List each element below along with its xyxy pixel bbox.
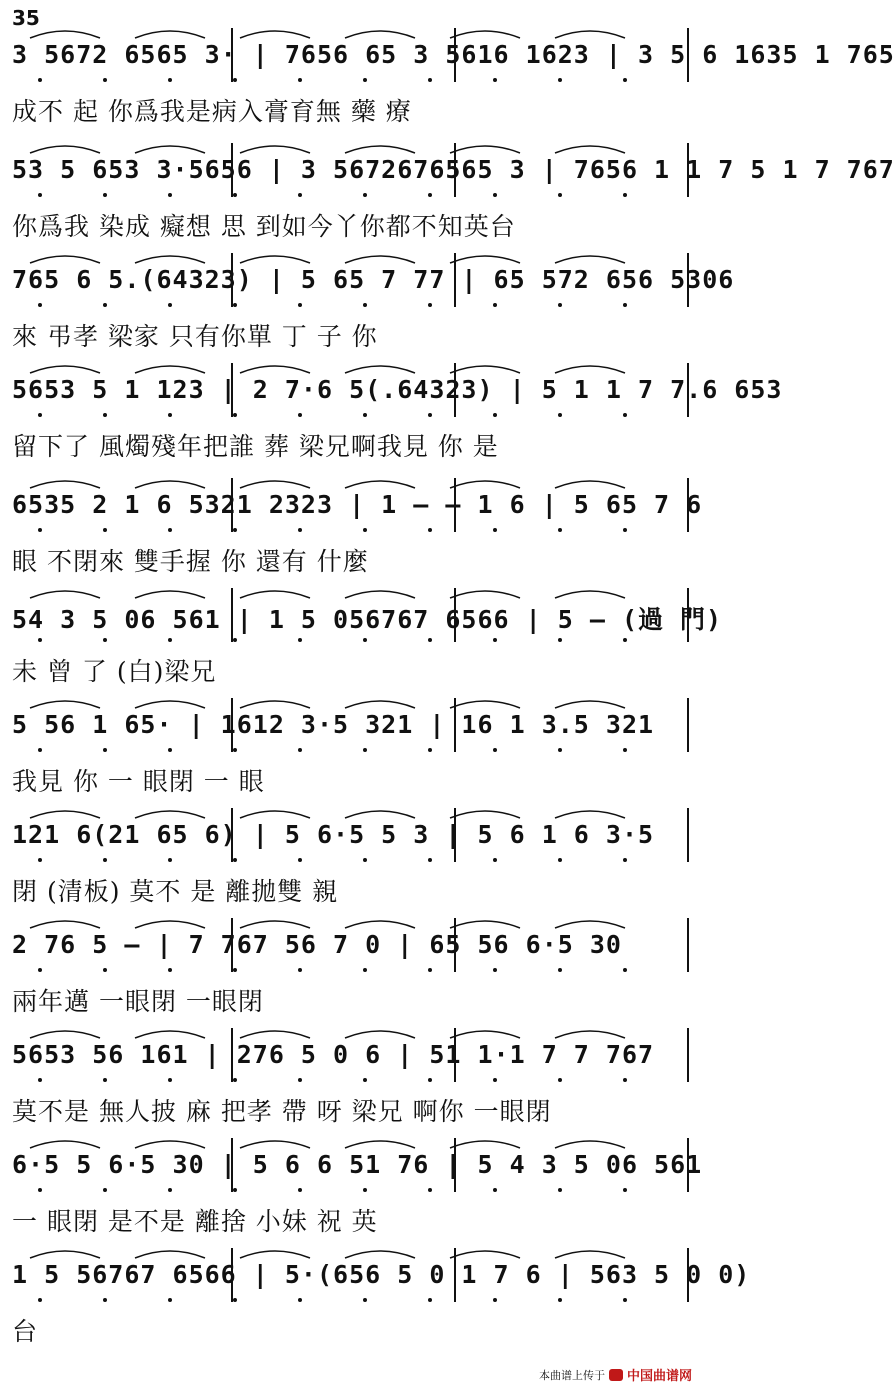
slur-mark: [135, 256, 205, 263]
octave-dot: [103, 1298, 107, 1302]
octave-dot: [428, 528, 432, 532]
slur-mark: [135, 31, 205, 38]
octave-dot: [168, 413, 172, 417]
slur-mark: [135, 481, 205, 488]
lyric-line: 未 曾 了 (白)梁兄: [12, 657, 217, 686]
slur-mark: [135, 1031, 205, 1038]
lyric-line: 我見 你 一 眼閉 一 眼: [12, 767, 265, 796]
notation-line: 54 3 5 06 561 | 1 5 056767 6566 | 5 — (過 門): [12, 605, 723, 634]
octave-dot: [168, 858, 172, 862]
octave-dot: [558, 638, 562, 642]
slur-mark: [345, 811, 415, 818]
octave-dot: [38, 413, 42, 417]
slur-mark: [555, 481, 625, 488]
octave-dot: [298, 193, 302, 197]
octave-dot: [428, 1078, 432, 1082]
slur-mark: [450, 701, 520, 708]
octave-dot: [428, 303, 432, 307]
octave-dot: [233, 78, 237, 82]
octave-dot: [363, 748, 367, 752]
notation-line: 6·5 5 6·5 30 | 5 6 6 51 76 | 5 4 3 5 06 561: [12, 1150, 703, 1179]
octave-dot: [38, 78, 42, 82]
octave-dot: [558, 303, 562, 307]
notation-line: 765 6 5.(64323) | 5 65 7 77 | 65 572 656 5306: [12, 265, 735, 294]
octave-dot: [558, 968, 562, 972]
octave-dot: [38, 193, 42, 197]
score-system: [0, 470, 703, 580]
octave-dot: [493, 638, 497, 642]
slur-mark: [450, 146, 520, 153]
slur-mark: [450, 921, 520, 928]
lyric-line: 眼 不閉來 雙手握 你 還有 什麼: [12, 547, 369, 576]
slur-mark: [345, 591, 415, 598]
octave-dot: [103, 193, 107, 197]
notation-line: 5653 5 1 123 | 2 7·6 5(.64323) | 5 1 1 7 7.6 653: [12, 375, 783, 404]
octave-dot: [233, 638, 237, 642]
octave-dot: [428, 193, 432, 197]
octave-dot: [103, 528, 107, 532]
octave-dot: [233, 413, 237, 417]
octave-dot: [38, 1188, 42, 1192]
octave-dot: [493, 528, 497, 532]
octave-dot: [623, 413, 627, 417]
slur-mark: [555, 31, 625, 38]
slur-mark: [30, 1141, 100, 1148]
octave-dot: [623, 78, 627, 82]
slur-mark: [555, 921, 625, 928]
upload-credit: [539, 1365, 692, 1384]
octave-dot: [168, 638, 172, 642]
notation-line: 2 76 5 — | 7 767 56 7 0 | 65 56 6·5 30: [12, 930, 622, 959]
notation-line: 1 5 56767 6566 | 5·(656 5 0 1 7 6 | 563 5 0 0): [12, 1260, 751, 1289]
octave-dot: [623, 638, 627, 642]
octave-dot: [493, 78, 497, 82]
slur-mark: [450, 481, 520, 488]
slur-mark: [345, 366, 415, 373]
octave-dot: [558, 1188, 562, 1192]
octave-dot: [233, 858, 237, 862]
notation-line: 5 56 1 65· | 1612 3·5 321 | 16 1 3.5 321: [12, 710, 655, 739]
octave-dot: [38, 528, 42, 532]
octave-dot: [103, 1188, 107, 1192]
slur-mark: [345, 921, 415, 928]
slur-mark: [555, 256, 625, 263]
lyric-line: 一 眼閉 是不是 離捨 小妹 祝 英: [12, 1207, 378, 1236]
octave-dot: [558, 1078, 562, 1082]
slur-mark: [555, 1251, 625, 1258]
octave-dot: [298, 78, 302, 82]
slur-mark: [345, 146, 415, 153]
octave-dot: [558, 193, 562, 197]
octave-dot: [38, 748, 42, 752]
octave-dot: [168, 303, 172, 307]
slur-mark: [450, 1031, 520, 1038]
slur-mark: [240, 1031, 310, 1038]
lyric-line: 兩年邁 一眼閉 一眼閉: [12, 987, 264, 1016]
octave-dot: [103, 638, 107, 642]
octave-dot: [363, 1188, 367, 1192]
octave-dot: [103, 303, 107, 307]
octave-dot: [363, 78, 367, 82]
octave-dot: [298, 858, 302, 862]
slur-mark: [240, 146, 310, 153]
octave-dot: [38, 858, 42, 862]
octave-dot: [558, 78, 562, 82]
octave-dot: [623, 748, 627, 752]
octave-dot: [168, 78, 172, 82]
octave-dot: [493, 193, 497, 197]
slur-mark: [240, 811, 310, 818]
slur-mark: [30, 701, 100, 708]
tempo-mark: 35: [12, 6, 40, 30]
site-name: 中国曲谱网: [626, 1369, 692, 1384]
octave-dot: [363, 303, 367, 307]
notation-line: 3 5672 6565 3· | 7656 65 3 5616 1623 | 3 5 6 1635 1 765: [12, 40, 895, 69]
slur-mark: [450, 811, 520, 818]
slur-mark: [555, 1031, 625, 1038]
slur-mark: [30, 31, 100, 38]
slur-mark: [30, 921, 100, 928]
score-system: [0, 1020, 700, 1130]
octave-dot: [493, 413, 497, 417]
octave-dot: [168, 748, 172, 752]
octave-dot: [298, 1188, 302, 1192]
octave-dot: [428, 638, 432, 642]
octave-dot: [233, 1188, 237, 1192]
octave-dot: [363, 638, 367, 642]
slur-mark: [240, 591, 310, 598]
lyric-line: 莫不是 無人披 麻 把孝 帶 呀 梁兄 啊你 一眼閉: [12, 1097, 552, 1126]
octave-dot: [298, 638, 302, 642]
score-system: [0, 690, 700, 800]
octave-dot: [233, 1078, 237, 1082]
octave-dot: [428, 1188, 432, 1192]
octave-dot: [103, 968, 107, 972]
slur-mark: [555, 811, 625, 818]
slur-mark: [135, 811, 205, 818]
octave-dot: [558, 1298, 562, 1302]
octave-dot: [298, 748, 302, 752]
octave-dot: [233, 193, 237, 197]
slur-mark: [240, 1141, 310, 1148]
octave-dot: [428, 413, 432, 417]
slur-mark: [30, 481, 100, 488]
octave-dot: [168, 1188, 172, 1192]
slur-mark: [555, 701, 625, 708]
octave-dot: [103, 858, 107, 862]
slur-mark: [135, 366, 205, 373]
slur-mark: [30, 1031, 100, 1038]
octave-dot: [298, 413, 302, 417]
octave-dot: [38, 1298, 42, 1302]
octave-dot: [233, 528, 237, 532]
slur-mark: [240, 921, 310, 928]
octave-dot: [363, 1078, 367, 1082]
octave-dot: [233, 968, 237, 972]
octave-dot: [428, 748, 432, 752]
slur-mark: [30, 1251, 100, 1258]
octave-dot: [623, 193, 627, 197]
slur-mark: [135, 591, 205, 598]
lyric-line: 台: [12, 1317, 39, 1346]
octave-dot: [233, 1298, 237, 1302]
notation-line: 5653 56 161 | 276 5 0 6 | 51 1·1 7 7 767: [12, 1040, 655, 1069]
slur-mark: [345, 31, 415, 38]
octave-dot: [363, 968, 367, 972]
octave-dot: [38, 968, 42, 972]
slur-mark: [240, 256, 310, 263]
slur-mark: [240, 31, 310, 38]
slur-mark: [555, 591, 625, 598]
slur-mark: [450, 366, 520, 373]
octave-dot: [493, 968, 497, 972]
octave-dot: [558, 528, 562, 532]
lyric-line: 來 弔孝 梁家 只有你單 丁 子 你: [12, 322, 378, 351]
score-system: [0, 1130, 703, 1240]
lyric-line: 閉 (清板) 莫不 是 離拋雙 親: [12, 877, 339, 906]
slur-mark: [345, 256, 415, 263]
octave-dot: [493, 748, 497, 752]
slur-mark: [30, 256, 100, 263]
octave-dot: [558, 413, 562, 417]
octave-dot: [363, 858, 367, 862]
octave-dot: [493, 858, 497, 862]
score-system: [0, 1240, 751, 1350]
score-system: [0, 135, 895, 245]
octave-dot: [623, 968, 627, 972]
slur-mark: [240, 1251, 310, 1258]
octave-dot: [168, 1298, 172, 1302]
lyric-line: 留下了 風燭殘年把誰 葬 梁兄啊我見 你 是: [12, 432, 499, 461]
slur-mark: [345, 481, 415, 488]
octave-dot: [233, 303, 237, 307]
octave-dot: [38, 1078, 42, 1082]
slur-mark: [240, 701, 310, 708]
slur-mark: [30, 146, 100, 153]
octave-dot: [623, 1188, 627, 1192]
octave-dot: [363, 413, 367, 417]
octave-dot: [428, 1298, 432, 1302]
octave-dot: [168, 193, 172, 197]
octave-dot: [298, 528, 302, 532]
slur-mark: [450, 1141, 520, 1148]
octave-dot: [493, 1078, 497, 1082]
octave-dot: [38, 303, 42, 307]
slur-mark: [450, 31, 520, 38]
notation-line: 6535 2 1 6 5321 2323 | 1 — — 1 6 | 5 65 7 6: [12, 490, 703, 519]
octave-dot: [623, 858, 627, 862]
octave-dot: [493, 1188, 497, 1192]
upload-credit-text: 本曲谱上传于: [538, 1368, 605, 1382]
slur-mark: [135, 1251, 205, 1258]
slur-mark: [345, 701, 415, 708]
slur-mark: [450, 256, 520, 263]
score-system: [0, 800, 700, 910]
score-system: [0, 910, 700, 1020]
slur-mark: [30, 591, 100, 598]
octave-dot: [428, 968, 432, 972]
octave-dot: [38, 638, 42, 642]
octave-dot: [623, 303, 627, 307]
slur-mark: [240, 481, 310, 488]
slur-mark: [450, 591, 520, 598]
octave-dot: [168, 968, 172, 972]
slur-mark: [240, 366, 310, 373]
octave-dot: [168, 528, 172, 532]
octave-dot: [298, 1298, 302, 1302]
slur-mark: [135, 146, 205, 153]
site-logo-icon: [609, 1369, 623, 1381]
slur-mark: [450, 1251, 520, 1258]
slur-mark: [345, 1031, 415, 1038]
slur-mark: [135, 1141, 205, 1148]
octave-dot: [363, 193, 367, 197]
octave-dot: [428, 858, 432, 862]
octave-dot: [623, 1298, 627, 1302]
slur-mark: [345, 1141, 415, 1148]
octave-dot: [558, 858, 562, 862]
octave-dot: [168, 1078, 172, 1082]
octave-dot: [233, 748, 237, 752]
slur-mark: [555, 1141, 625, 1148]
octave-dot: [103, 78, 107, 82]
octave-dot: [623, 528, 627, 532]
octave-dot: [493, 303, 497, 307]
octave-dot: [103, 1078, 107, 1082]
octave-dot: [363, 528, 367, 532]
octave-dot: [493, 1298, 497, 1302]
slur-mark: [135, 701, 205, 708]
octave-dot: [103, 748, 107, 752]
slur-mark: [555, 146, 625, 153]
lyric-line: 你爲我 染成 癡想 思 到如今丫你都不知英台: [12, 212, 516, 241]
score-system: [0, 355, 783, 465]
slur-mark: [555, 366, 625, 373]
octave-dot: [298, 968, 302, 972]
octave-dot: [363, 1298, 367, 1302]
octave-dot: [558, 748, 562, 752]
score-system: [0, 20, 895, 130]
score-system: [0, 580, 723, 690]
octave-dot: [428, 78, 432, 82]
slur-mark: [30, 366, 100, 373]
slur-mark: [345, 1251, 415, 1258]
octave-dot: [298, 1078, 302, 1082]
octave-dot: [103, 413, 107, 417]
lyric-line: 成不 起 你爲我是病入膏育無 藥 療: [12, 97, 412, 126]
score-system: [0, 245, 735, 355]
notation-line: 53 5 653 3·5656 | 3 5672676565 3 | 7656 1 1 7 5 1 7 767: [12, 155, 895, 184]
notation-line: 121 6(21 65 6) | 5 6·5 5 3 | 5 6 1 6 3·5: [12, 820, 655, 849]
slur-mark: [135, 921, 205, 928]
octave-dot: [298, 303, 302, 307]
slur-mark: [30, 811, 100, 818]
octave-dot: [623, 1078, 627, 1082]
